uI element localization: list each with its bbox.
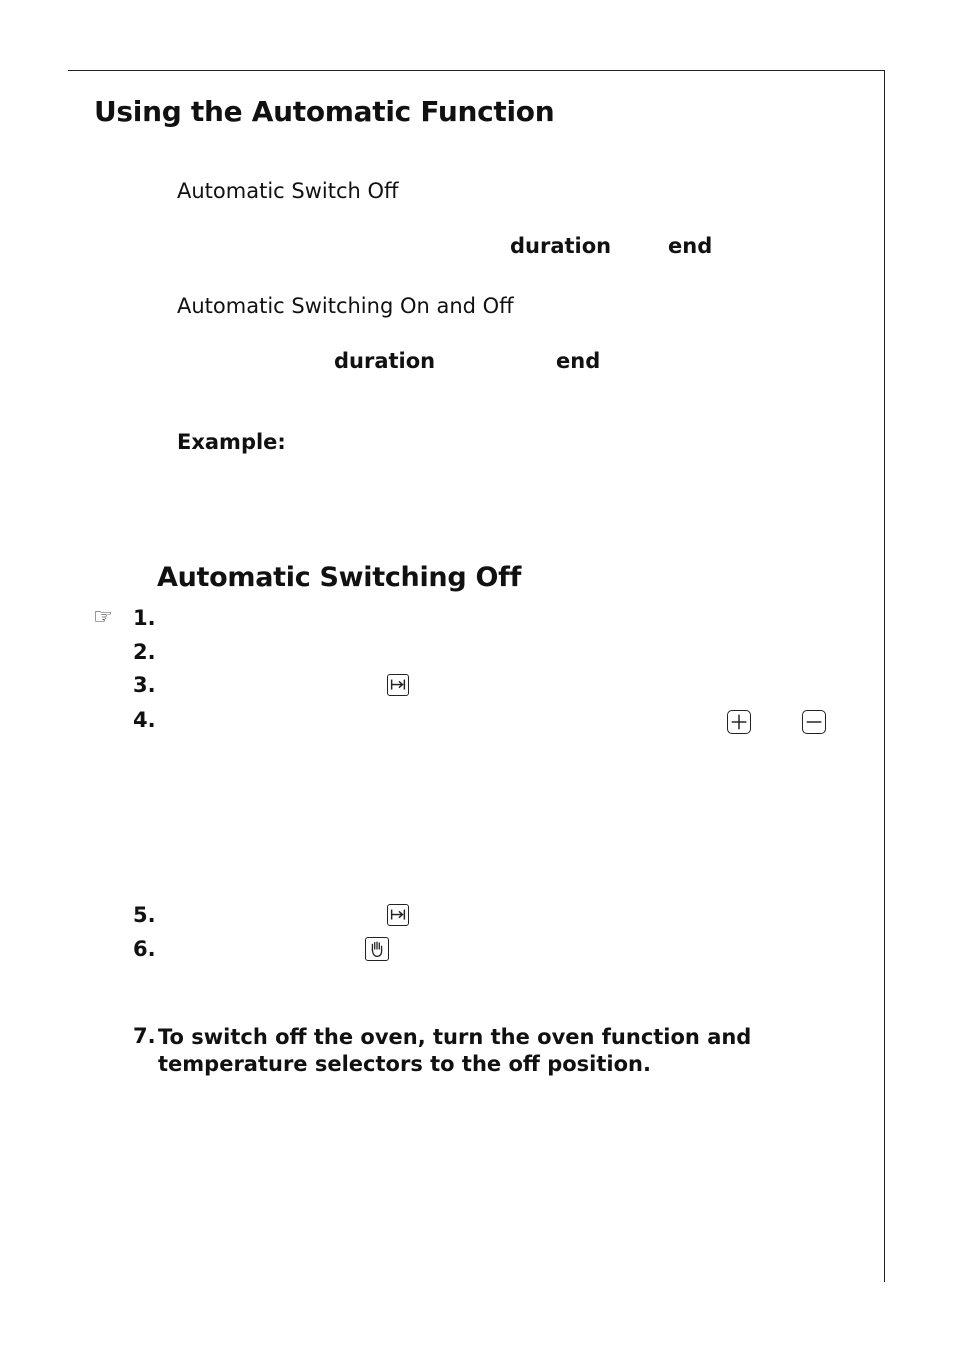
step-number: 3.: [133, 673, 156, 697]
step-number: 1.: [133, 606, 156, 630]
pointing-hand-icon: ☞: [93, 605, 113, 630]
word-end: end: [668, 234, 713, 258]
word-duration: duration: [510, 234, 612, 258]
subheading-switch-on-off: Automatic Switching On and Off: [177, 294, 514, 318]
subheading-switch-off: Automatic Switch Off: [177, 179, 399, 203]
minus-icon: [802, 710, 826, 734]
step-number: 4.: [133, 708, 156, 732]
end-time-icon: [387, 674, 409, 696]
right-rule: [884, 70, 885, 1282]
word-end: end: [556, 349, 601, 373]
step-number: 6.: [133, 937, 156, 961]
step-number: 7.: [133, 1024, 156, 1048]
end-time-icon: [387, 904, 409, 926]
word-duration: duration: [334, 349, 436, 373]
top-rule: [68, 70, 885, 71]
example-label: Example:: [177, 430, 286, 454]
page-title: Using the Automatic Function: [94, 95, 555, 128]
step-7-text: To switch off the oven, turn the oven function and temperature selectors to the off position.: [158, 1025, 752, 1076]
stop-hand-icon: [365, 937, 389, 961]
section-title: Automatic Switching Off: [157, 562, 522, 593]
step-number: 5.: [133, 903, 156, 927]
step-number: 2.: [133, 640, 156, 664]
plus-icon: [727, 710, 751, 734]
